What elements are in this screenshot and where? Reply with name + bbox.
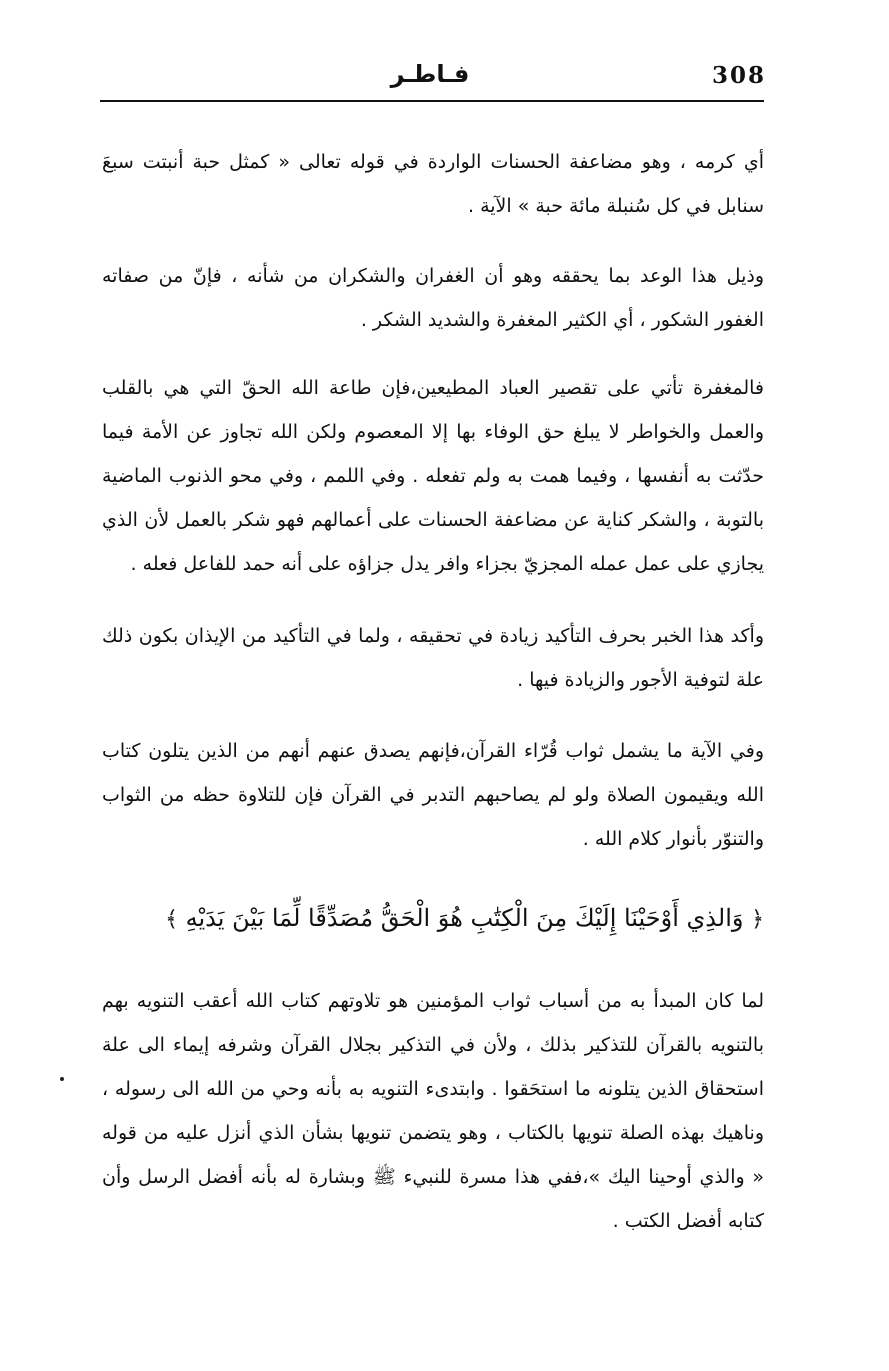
- paragraph-1: أي كرمه ، وهو مضاعفة الحسنات الواردة في قوله تعالى « كمثل حبة أنبتت سبعَ سنابل في كل سُنبلة مائة حبة » الآية .: [102, 151, 764, 217]
- page-number: 308: [712, 62, 767, 89]
- surah-title: فـاطـر: [390, 60, 470, 88]
- quran-verse: [102, 891, 764, 947]
- verse-open-bracket: ﴿: [751, 907, 764, 932]
- paragraph-4: وأكد هذا الخبر بحرف التأكيد زيادة في تحقيقه ، ولما في التأكيد من الإيذان بكون ذلك علة لتوفية الأجور والزيادة فيها .: [102, 625, 764, 691]
- scan-speck: [60, 1077, 64, 1081]
- header-rule: [100, 100, 764, 102]
- page-body: [102, 140, 764, 1243]
- closing-paragraph: لما كان المبدأ به من أسباب ثواب المؤمنين هو تلاوتهم كتاب الله أعقب التنويه بهم بالتنويه بالقرآن للتذكير بذلك ، ولأن في التذكير بجلال القرآن وشرفه إيماء الى علة استحقاق الذين يتلونه ما استحَقوا . وابتدىء التنويه به بأنه وحي من الله الى رسوله ، وناهيك بهذه الصلة تنويها بالكتاب ، وهو يتضمن تنويها بشأن الذي أنزل عليه من قوله « والذي أوحينا اليك »،ففي هذا مسرة للنبيء ﷺ وبشارة له بأنه أفضل الرسل وأن كتابه أفضل الكتب .: [102, 990, 764, 1232]
- paragraph-5: وفي الآية ما يشمل ثواب قُرّاء القرآن،فإنهم يصدق عنهم أنهم من الذين يتلون كتاب الله ويقيمون الصلاة ولو لم يصاحبهم التدبر في القرآن فإن للتلاوة حظه من الثواب والتنوّر بأنوار كلام الله .: [102, 740, 764, 850]
- verse-text: وَالذِي أَوْحَيْنَا إِلَيْكَ مِنَ الْكِتَٰبِ هُوَ الْحَقُّ مُصَدِّقًا لِّمَا بَيْنَ يَدَيْهِ: [185, 904, 744, 932]
- verse-close-bracket: ﴾: [165, 907, 178, 932]
- paragraph-2: وذيل هذا الوعد بما يحققه وهو أن الغفران والشكران من شأنه ، فإنّ من صفاته الغفور الشكور ، أي الكثير المغفرة والشديد الشكر .: [102, 265, 764, 331]
- page-header: [100, 58, 767, 98]
- paragraph-3: فالمغفرة تأتي على تقصير العباد المطيعين،فإن طاعة الله الحقّ التي هي بالقلب والعمل والخواطر لا يبلغ حق الوفاء بها إلا المعصوم ولكن الله تجاوز عن الأمة فيما حدّثت به أنفسها ، وفيما همت به ولم تفعله . وفي اللمم ، وفي محو الذنوب الماضية بالتوبة ، والشكر كناية عن مضاعفة الحسنات على أعمالهم فهو شكر بالعمل لأن الذي يجازي على عمل عمله المجزيّ بجزاء وافر يدل جزاؤه على أنه حمد للفاعل فعله .: [102, 377, 764, 575]
